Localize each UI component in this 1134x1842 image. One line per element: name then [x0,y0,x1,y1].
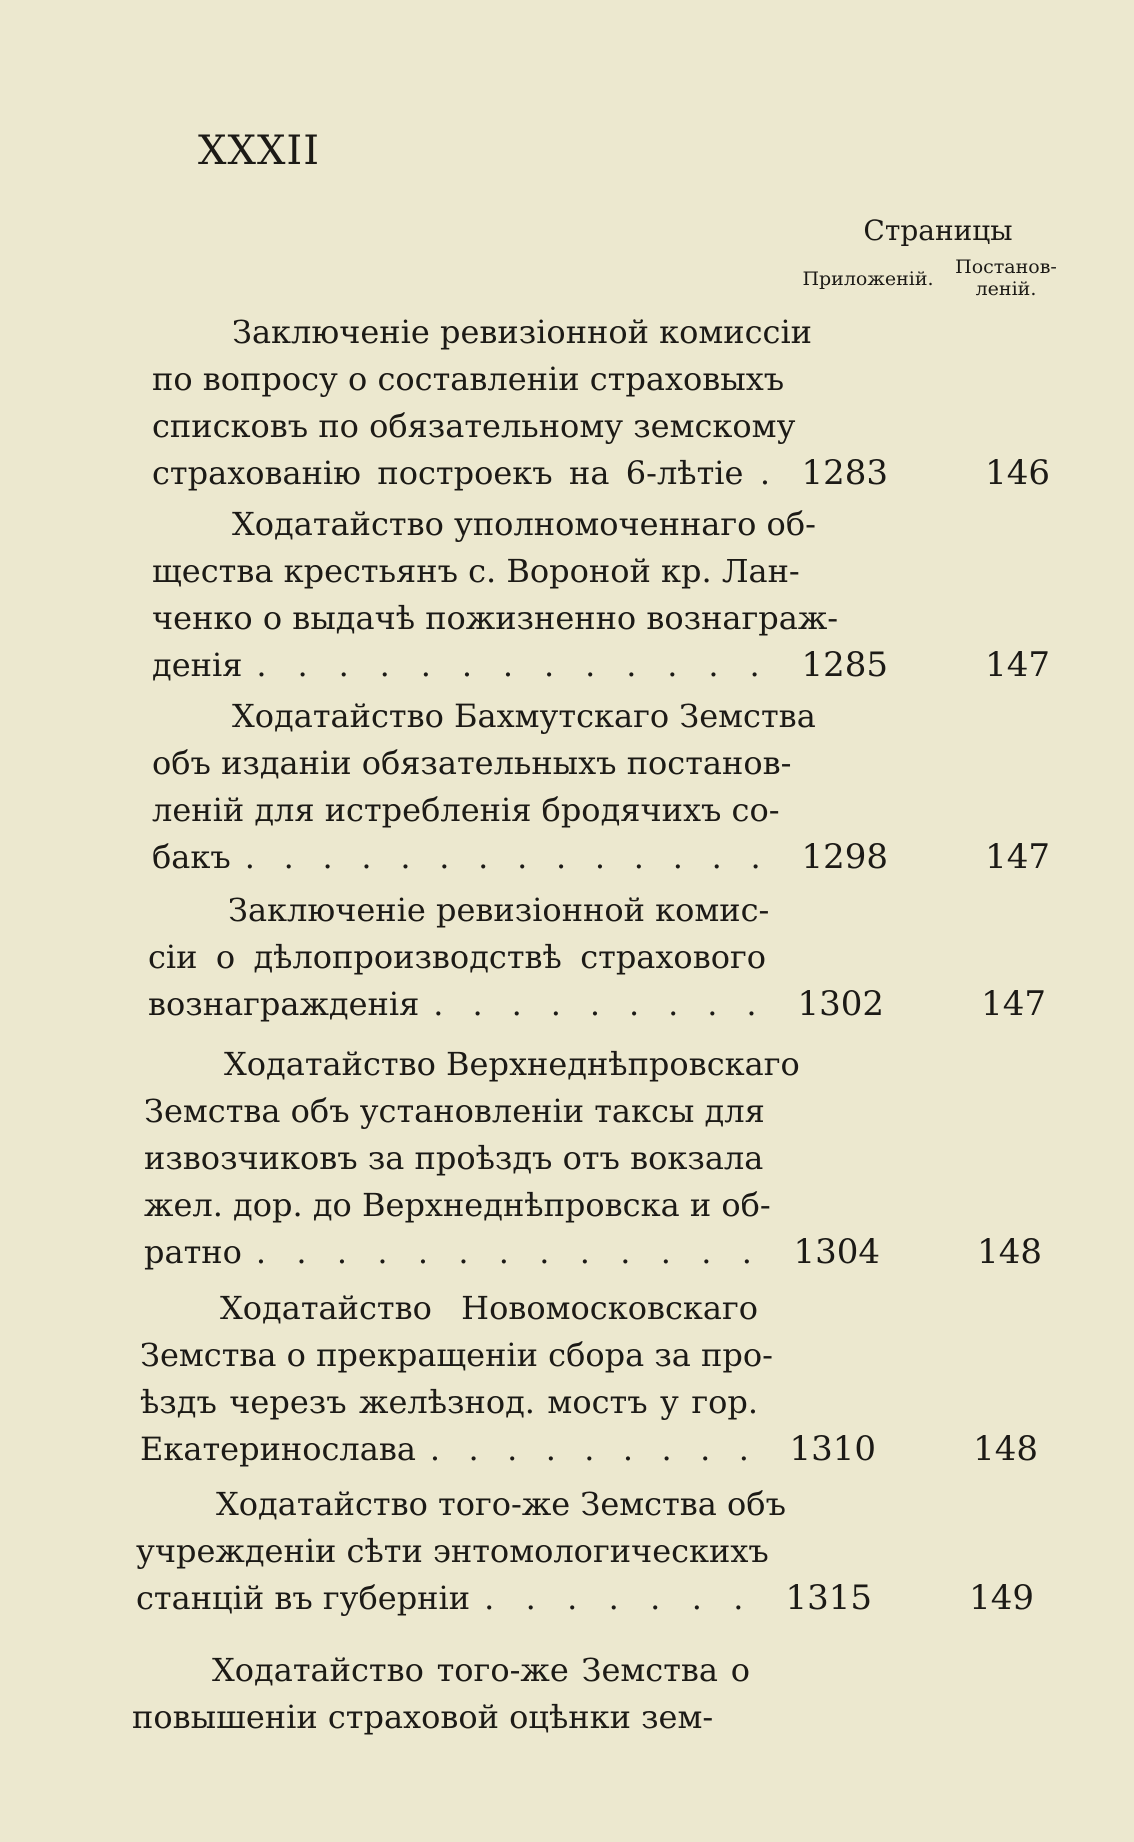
dot-leader: . . . . . . . . . . . . . [255,1233,762,1271]
entry-line: по вопросу о составленіи страховыхъ [152,360,785,398]
entry-line: Ходатайство того-же Земства о [212,1651,750,1689]
entry-line: страхованію построекъ на 6-лѣтіе . [152,454,770,492]
resolution-page-number: 147 [981,984,1046,1024]
page-number: XXXII [198,128,321,174]
entry-line: Земства объ установленіи таксы для [144,1092,765,1130]
appendix-page-number: 1315 [785,1578,872,1618]
appendix-page-number: 1310 [789,1429,876,1469]
entry-line: сіи о дѣлопроизводствѣ страхового [148,938,766,976]
column-resolutions-label [950,256,1062,300]
entry-line: станцій въ губерніи [136,1579,471,1617]
entry-line: списковъ по обязательному земскому [152,407,796,445]
entry-line: Земства о прекращеніи сбора за про- [140,1336,773,1374]
dot-leader: . . . . . . . [484,1579,754,1617]
resolution-page-number: 147 [985,645,1050,685]
dot-leader: . . . . . . . . . [433,985,766,1023]
resolution-page-number: 149 [969,1578,1034,1618]
dot-leader: . . . . . . . . . [429,1430,758,1468]
resolution-page-number: 146 [985,453,1050,493]
entry-line: Ходатайство уполномоченнаго об- [232,505,816,543]
entry-line: Ходатайство Верхнеднѣпровскаго [224,1045,800,1083]
entry-line: леній для истребленія бродячихъ со- [152,791,780,829]
entry-line: извозчиковъ за проѣздъ отъ вокзала [144,1139,764,1177]
resolution-page-number: 148 [973,1429,1038,1469]
entry-line: бакъ [152,838,231,876]
resolution-page-number: 147 [985,837,1050,877]
entry-line: Ходатайство Бахмутскаго Земства [232,697,816,735]
dot-leader: . . . . . . . . . . . . . [256,646,770,684]
appendix-page-number: 1285 [801,645,888,685]
entry-line: денія [152,646,243,684]
entry-line: Ходатайство Новомосковскаго [220,1289,758,1327]
appendix-page-number: 1298 [801,837,888,877]
entry-line: жел. дор. до Верхнеднѣпровска и об- [144,1186,771,1224]
entry-line: учрежденіи сѣти энтомологическихъ [136,1532,769,1570]
column-heading: Страницы [863,214,1013,247]
entry-line: Заключеніе ревизіонной комиссіи [232,313,812,351]
resolution-page-number: 148 [977,1232,1042,1272]
entry-line: повышеніи страховой оцѣнки зем- [132,1698,714,1736]
entry-line: ѣздъ черезъ желѣзнод. мостъ у гор. [140,1383,758,1421]
dot-leader: . . . . . . . . . . . . . . [244,838,770,876]
entry-line: Екатеринослава [140,1430,416,1468]
entry-line: вознагражденія [148,985,420,1023]
entry-line: ратно [144,1233,242,1271]
column-appendices-label: Приложеній. [802,268,934,290]
column-resolutions-text: Постанов- леній. [955,256,1057,300]
appendix-page-number: 1304 [793,1232,880,1272]
entry-line: объ изданіи обязательныхъ постанов- [152,744,792,782]
entry-line: Заключеніе ревизіонной комис- [228,891,770,929]
appendix-page-number: 1302 [797,984,884,1024]
appendix-page-number: 1283 [801,453,888,493]
entry-line: ченко о выдачѣ пожизненно вознаграж- [152,599,839,637]
entry-line: Ходатайство того-же Земства объ [216,1485,786,1523]
entry-line: щества крестьянъ с. Вороной кр. Лан- [152,552,800,590]
